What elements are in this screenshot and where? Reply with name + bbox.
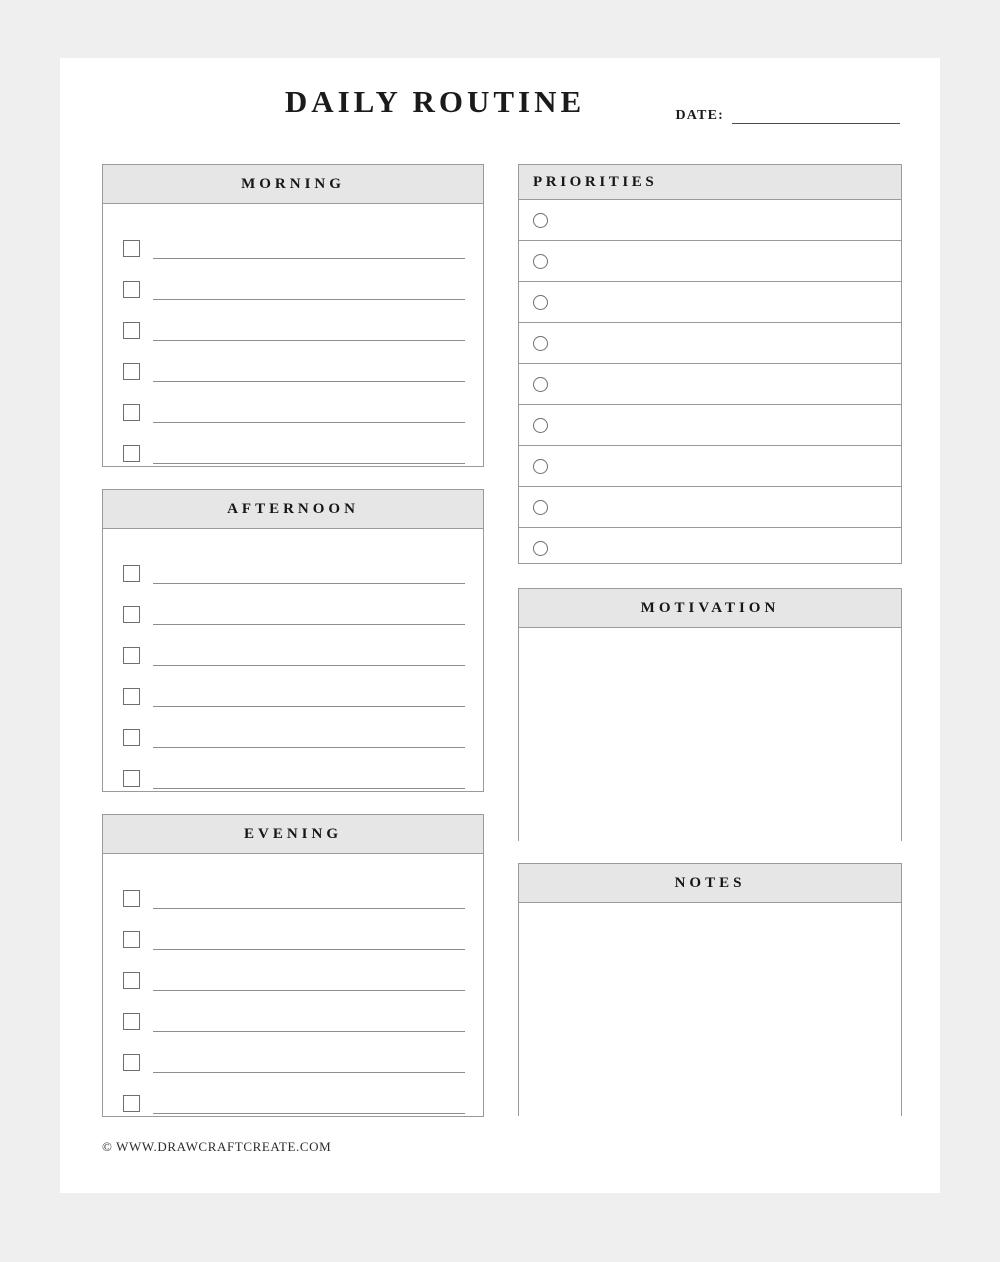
section-priorities-heading: PRIORITIES bbox=[519, 165, 901, 200]
section-afternoon-heading: AFTERNOON bbox=[103, 490, 483, 529]
checklist-item[interactable] bbox=[123, 1073, 465, 1114]
checkbox-icon[interactable] bbox=[123, 363, 140, 380]
write-line[interactable] bbox=[153, 1018, 465, 1032]
checklist-item[interactable] bbox=[123, 909, 465, 950]
radio-circle-icon[interactable] bbox=[533, 500, 548, 515]
checklist-item[interactable] bbox=[123, 300, 465, 341]
checkbox-icon[interactable] bbox=[123, 770, 140, 787]
write-line[interactable] bbox=[153, 245, 465, 259]
evening-checklist bbox=[103, 854, 483, 1126]
checkbox-icon[interactable] bbox=[123, 1013, 140, 1030]
checklist-item[interactable] bbox=[123, 259, 465, 300]
priorities-list bbox=[519, 200, 901, 569]
radio-circle-icon[interactable] bbox=[533, 213, 548, 228]
section-evening bbox=[102, 814, 484, 1117]
checkbox-icon[interactable] bbox=[123, 1095, 140, 1112]
motivation-writing-area[interactable] bbox=[519, 628, 901, 841]
section-afternoon bbox=[102, 489, 484, 792]
footer-credit: © WWW.DRAWCRAFTCREATE.COM bbox=[102, 1139, 332, 1154]
priority-item[interactable] bbox=[519, 241, 901, 282]
section-notes bbox=[518, 863, 902, 1116]
date-label: DATE: bbox=[675, 108, 724, 123]
checklist-item[interactable] bbox=[123, 543, 465, 584]
section-motivation-heading: MOTIVATION bbox=[519, 589, 901, 628]
printable-page bbox=[60, 58, 940, 1193]
checklist-item[interactable] bbox=[123, 625, 465, 666]
write-line[interactable] bbox=[153, 936, 465, 950]
write-line[interactable] bbox=[153, 1100, 465, 1114]
checklist-item[interactable] bbox=[123, 423, 465, 464]
checkbox-icon[interactable] bbox=[123, 688, 140, 705]
priority-item[interactable] bbox=[519, 364, 901, 405]
write-line[interactable] bbox=[153, 570, 465, 584]
write-line[interactable] bbox=[153, 286, 465, 300]
right-column bbox=[518, 164, 902, 1116]
write-line[interactable] bbox=[153, 1059, 465, 1073]
write-line[interactable] bbox=[153, 734, 465, 748]
priority-item[interactable] bbox=[519, 282, 901, 323]
radio-circle-icon[interactable] bbox=[533, 459, 548, 474]
checkbox-icon[interactable] bbox=[123, 606, 140, 623]
section-priorities bbox=[518, 164, 902, 564]
priority-item[interactable] bbox=[519, 446, 901, 487]
write-line[interactable] bbox=[153, 368, 465, 382]
checkbox-icon[interactable] bbox=[123, 565, 140, 582]
section-morning-heading: MORNING bbox=[103, 165, 483, 204]
write-line[interactable] bbox=[153, 895, 465, 909]
priority-item[interactable] bbox=[519, 200, 901, 241]
date-write-line[interactable] bbox=[732, 109, 900, 124]
section-evening-heading: EVENING bbox=[103, 815, 483, 854]
checkbox-icon[interactable] bbox=[123, 404, 140, 421]
checklist-item[interactable] bbox=[123, 868, 465, 909]
left-column bbox=[102, 164, 484, 1117]
checklist-item[interactable] bbox=[123, 666, 465, 707]
page-title: DAILY ROUTINE bbox=[284, 84, 586, 119]
checklist-item[interactable] bbox=[123, 748, 465, 789]
checklist-item[interactable] bbox=[123, 991, 465, 1032]
section-notes-heading: NOTES bbox=[519, 864, 901, 903]
checkbox-icon[interactable] bbox=[123, 240, 140, 257]
checkbox-icon[interactable] bbox=[123, 729, 140, 746]
page-header bbox=[60, 58, 940, 136]
checkbox-icon[interactable] bbox=[123, 1054, 140, 1071]
radio-circle-icon[interactable] bbox=[533, 541, 548, 556]
checkbox-icon[interactable] bbox=[123, 972, 140, 989]
priority-item[interactable] bbox=[519, 405, 901, 446]
radio-circle-icon[interactable] bbox=[533, 295, 548, 310]
checkbox-icon[interactable] bbox=[123, 931, 140, 948]
radio-circle-icon[interactable] bbox=[533, 377, 548, 392]
checklist-item[interactable] bbox=[123, 584, 465, 625]
checklist-item[interactable] bbox=[123, 218, 465, 259]
radio-circle-icon[interactable] bbox=[533, 254, 548, 269]
radio-circle-icon[interactable] bbox=[533, 418, 548, 433]
priority-item[interactable] bbox=[519, 528, 901, 569]
checkbox-icon[interactable] bbox=[123, 890, 140, 907]
morning-checklist bbox=[103, 204, 483, 476]
write-line[interactable] bbox=[153, 611, 465, 625]
afternoon-checklist bbox=[103, 529, 483, 801]
checklist-item[interactable] bbox=[123, 950, 465, 991]
write-line[interactable] bbox=[153, 327, 465, 341]
section-morning bbox=[102, 164, 484, 467]
checkbox-icon[interactable] bbox=[123, 647, 140, 664]
checklist-item[interactable] bbox=[123, 382, 465, 423]
write-line[interactable] bbox=[153, 450, 465, 464]
checkbox-icon[interactable] bbox=[123, 445, 140, 462]
write-line[interactable] bbox=[153, 775, 465, 789]
checklist-item[interactable] bbox=[123, 341, 465, 382]
write-line[interactable] bbox=[153, 693, 465, 707]
radio-circle-icon[interactable] bbox=[533, 336, 548, 351]
section-motivation bbox=[518, 588, 902, 841]
checklist-item[interactable] bbox=[123, 1032, 465, 1073]
date-field[interactable] bbox=[675, 108, 900, 124]
write-line[interactable] bbox=[153, 652, 465, 666]
checkbox-icon[interactable] bbox=[123, 322, 140, 339]
write-line[interactable] bbox=[153, 409, 465, 423]
checkbox-icon[interactable] bbox=[123, 281, 140, 298]
notes-writing-area[interactable] bbox=[519, 903, 901, 1116]
checklist-item[interactable] bbox=[123, 707, 465, 748]
write-line[interactable] bbox=[153, 977, 465, 991]
priority-item[interactable] bbox=[519, 323, 901, 364]
priority-item[interactable] bbox=[519, 487, 901, 528]
